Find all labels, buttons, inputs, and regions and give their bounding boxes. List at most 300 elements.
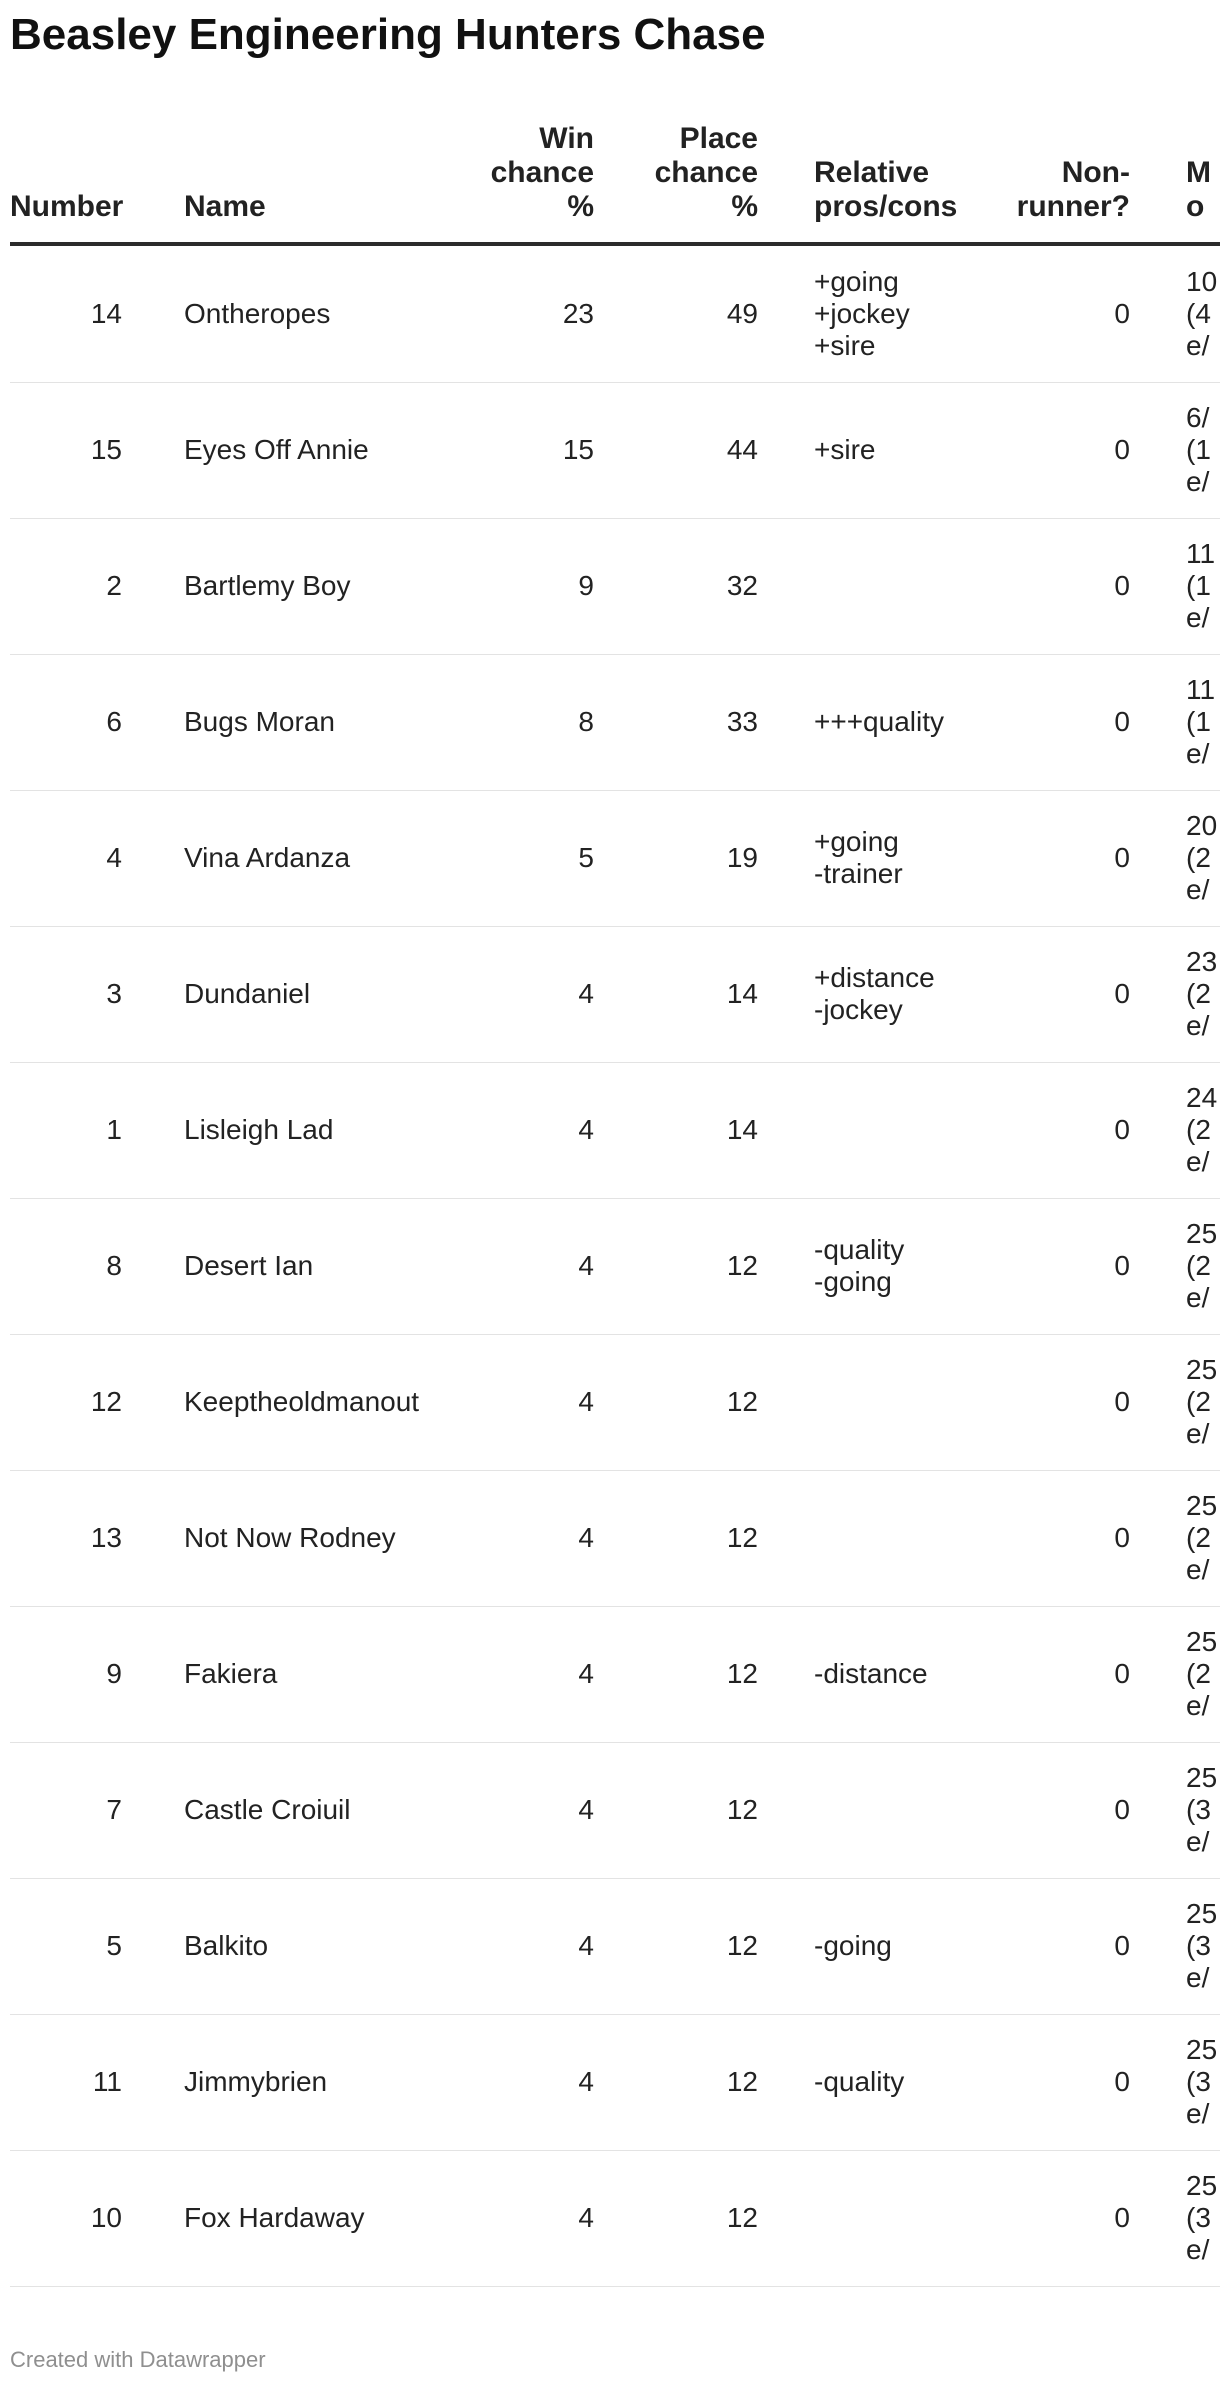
- procon-item: -jockey: [814, 994, 903, 1025]
- cell-place: [630, 2150, 758, 2286]
- cell-procon: [814, 654, 1014, 790]
- cell-procon: [814, 1062, 1014, 1198]
- table-row: [10, 2150, 1220, 2287]
- odds-item: (2: [1186, 842, 1211, 873]
- table-chart: [10, 0, 1220, 2320]
- nonrunner-value: 0: [1114, 1386, 1130, 1417]
- column-header-line: chance: [654, 156, 758, 189]
- nonrunner-value: 0: [1114, 1930, 1130, 1961]
- place-value: 19: [726, 842, 758, 873]
- table-row: [10, 518, 1220, 655]
- column-header-nonrunner: [990, 156, 1130, 224]
- cell-procon: [814, 1198, 1014, 1334]
- cell-name: [184, 382, 484, 518]
- cell-name: [184, 1334, 484, 1470]
- odds-item: (3: [1186, 2066, 1211, 2097]
- name-value: Vina Ardanza: [184, 842, 351, 873]
- name-value: Fakiera: [184, 1658, 278, 1689]
- cell-number: [10, 1062, 122, 1198]
- cell-procon: [814, 1878, 1014, 2014]
- cell-number: [10, 1606, 122, 1742]
- win-value: 9: [578, 570, 594, 601]
- odds-list: [1186, 1218, 1217, 1314]
- cell-win: [470, 654, 594, 790]
- cell-name: [184, 1878, 484, 2014]
- name-value: Lisleigh Lad: [184, 1114, 334, 1145]
- cell-nonrunner: [990, 1470, 1130, 1606]
- odds-item: e/: [1186, 1282, 1210, 1313]
- procon-list: [814, 1658, 928, 1690]
- column-header-line: %: [731, 190, 758, 223]
- procon-item: +going: [814, 266, 899, 297]
- cell-name: [184, 246, 484, 382]
- odds-item: 20: [1186, 810, 1218, 841]
- place-value: 12: [726, 1386, 758, 1417]
- odds-list: [1186, 538, 1215, 634]
- odds-item: e/: [1186, 1962, 1210, 1993]
- column-header-line: Name: [184, 190, 266, 223]
- column-header-line: Relative: [814, 156, 930, 189]
- place-value: 14: [726, 1114, 758, 1145]
- cell-odds: [1186, 382, 1220, 518]
- cell-number: [10, 926, 122, 1062]
- cell-number: [10, 518, 122, 654]
- cell-procon: [814, 1334, 1014, 1470]
- procon-item: +jockey: [814, 298, 910, 329]
- cell-number: [10, 2014, 122, 2150]
- place-value: 12: [726, 1250, 758, 1281]
- cell-win: [470, 1198, 594, 1334]
- cell-odds: [1186, 1878, 1220, 2014]
- odds-item: e/: [1186, 1418, 1210, 1449]
- odds-list: [1186, 1626, 1217, 1722]
- name-value: Ontheropes: [184, 298, 331, 329]
- win-value: 8: [578, 706, 594, 737]
- odds-item: 11: [1186, 538, 1216, 569]
- procon-item: +distance: [814, 962, 935, 993]
- odds-item: e/: [1186, 874, 1210, 905]
- cell-odds: [1186, 1198, 1220, 1334]
- win-value: 5: [578, 842, 594, 873]
- cell-odds: [1186, 926, 1220, 1062]
- place-value: 12: [726, 1930, 758, 1961]
- cell-win: [470, 382, 594, 518]
- procon-item: -trainer: [814, 858, 903, 889]
- place-value: 33: [726, 706, 758, 737]
- column-header-number: [10, 190, 122, 224]
- odds-item: e/: [1186, 1826, 1210, 1857]
- odds-item: (3: [1186, 1794, 1211, 1825]
- odds-item: (3: [1186, 1930, 1211, 1961]
- column-header-line: runner?: [1016, 190, 1130, 223]
- odds-item: e/: [1186, 1690, 1210, 1721]
- nonrunner-value: 0: [1114, 706, 1130, 737]
- nonrunner-value: 0: [1114, 1522, 1130, 1553]
- cell-number: [10, 1334, 122, 1470]
- odds-list: [1186, 1762, 1217, 1858]
- procon-item: +sire: [814, 330, 876, 361]
- column-header-line: Non-: [1061, 156, 1130, 189]
- table-row: [10, 2014, 1220, 2151]
- cell-number: [10, 654, 122, 790]
- win-value: 4: [578, 2066, 594, 2097]
- cell-nonrunner: [990, 2014, 1130, 2150]
- cell-odds: [1186, 518, 1220, 654]
- odds-item: (1: [1186, 706, 1211, 737]
- cell-odds: [1186, 1606, 1220, 1742]
- column-header-line: pros/cons: [814, 190, 958, 223]
- number-value: 14: [90, 298, 122, 329]
- cell-place: [630, 1742, 758, 1878]
- cell-number: [10, 790, 122, 926]
- win-value: 4: [578, 1114, 594, 1145]
- cell-number: [10, 2150, 122, 2286]
- place-value: 32: [726, 570, 758, 601]
- cell-nonrunner: [990, 1606, 1130, 1742]
- nonrunner-value: 0: [1114, 1250, 1130, 1281]
- odds-item: 11: [1186, 674, 1216, 705]
- column-header-line: Win: [539, 122, 594, 155]
- procon-item: +++quality: [814, 706, 944, 737]
- win-value: 15: [562, 434, 594, 465]
- cell-procon: [814, 926, 1014, 1062]
- name-value: Not Now Rodney: [184, 1522, 396, 1553]
- odds-item: (3: [1186, 2202, 1211, 2233]
- table-row: [10, 926, 1220, 1063]
- odds-item: e/: [1186, 466, 1210, 497]
- cell-procon: [814, 1742, 1014, 1878]
- odds-list: [1186, 266, 1217, 362]
- column-header-name: [184, 190, 484, 224]
- cell-odds: [1186, 246, 1220, 382]
- place-value: 12: [726, 1794, 758, 1825]
- odds-item: 6/: [1186, 402, 1210, 433]
- win-value: 4: [578, 1250, 594, 1281]
- cell-procon: [814, 382, 1014, 518]
- table-row: [10, 1062, 1220, 1199]
- table-row: [10, 1878, 1220, 2015]
- odds-list: [1186, 2170, 1217, 2266]
- odds-list: [1186, 1898, 1217, 1994]
- name-value: Fox Hardaway: [184, 2202, 365, 2233]
- cell-odds: [1186, 654, 1220, 790]
- name-value: Desert Ian: [184, 1250, 314, 1281]
- cell-odds: [1186, 790, 1220, 926]
- column-header-procon: [814, 156, 1014, 224]
- cell-procon: [814, 246, 1014, 382]
- cell-procon: [814, 2150, 1014, 2286]
- odds-list: [1186, 2034, 1217, 2130]
- procon-item: -quality: [814, 1234, 905, 1265]
- cell-name: [184, 790, 484, 926]
- nonrunner-value: 0: [1114, 1114, 1130, 1145]
- cell-nonrunner: [990, 1878, 1130, 2014]
- cell-number: [10, 246, 122, 382]
- cell-name: [184, 2014, 484, 2150]
- cell-nonrunner: [990, 382, 1130, 518]
- number-value: 2: [106, 570, 122, 601]
- odds-item: (2: [1186, 1522, 1211, 1553]
- odds-list: [1186, 1354, 1217, 1450]
- odds-item: 25: [1186, 1626, 1218, 1657]
- nonrunner-value: 0: [1114, 2066, 1130, 2097]
- cell-procon: [814, 790, 1014, 926]
- cell-nonrunner: [990, 518, 1130, 654]
- cell-name: [184, 518, 484, 654]
- odds-item: (2: [1186, 1658, 1211, 1689]
- name-value: Balkito: [184, 1930, 269, 1961]
- cell-place: [630, 2014, 758, 2150]
- cell-nonrunner: [990, 1334, 1130, 1470]
- cell-name: [184, 1470, 484, 1606]
- table-row: [10, 1198, 1220, 1335]
- footer-credit: Created with Datawrapper: [10, 2347, 266, 2372]
- cell-odds: [1186, 2150, 1220, 2286]
- odds-item: (2: [1186, 1250, 1211, 1281]
- cell-name: [184, 926, 484, 1062]
- cell-name: [184, 1742, 484, 1878]
- odds-item: e/: [1186, 330, 1210, 361]
- odds-item: 25: [1186, 2170, 1218, 2201]
- table-row: [10, 1606, 1220, 1743]
- cell-nonrunner: [990, 1198, 1130, 1334]
- nonrunner-value: 0: [1114, 1794, 1130, 1825]
- win-value: 23: [562, 298, 594, 329]
- cell-win: [470, 790, 594, 926]
- cell-procon: [814, 2014, 1014, 2150]
- cell-place: [630, 382, 758, 518]
- odds-list: [1186, 402, 1211, 498]
- cell-name: [184, 1062, 484, 1198]
- name-value: Bugs Moran: [184, 706, 335, 737]
- cell-place: [630, 1334, 758, 1470]
- cell-win: [470, 1470, 594, 1606]
- procon-item: -going: [814, 1930, 892, 1961]
- odds-item: 25: [1186, 1354, 1218, 1385]
- win-value: 4: [578, 1794, 594, 1825]
- number-value: 3: [106, 978, 122, 1009]
- cell-name: [184, 2150, 484, 2286]
- nonrunner-value: 0: [1114, 1658, 1130, 1689]
- odds-list: [1186, 1082, 1217, 1178]
- cell-procon: [814, 1470, 1014, 1606]
- odds-list: [1186, 946, 1217, 1042]
- win-value: 4: [578, 2202, 594, 2233]
- nonrunner-value: 0: [1114, 978, 1130, 1009]
- cell-place: [630, 1470, 758, 1606]
- table-row: [10, 790, 1220, 927]
- cell-number: [10, 1742, 122, 1878]
- cell-place: [630, 1878, 758, 2014]
- nonrunner-value: 0: [1114, 2202, 1130, 2233]
- cell-place: [630, 926, 758, 1062]
- procon-item: -quality: [814, 2066, 905, 2097]
- table-row: [10, 382, 1220, 519]
- cell-nonrunner: [990, 2150, 1130, 2286]
- procon-list: [814, 1234, 904, 1298]
- nonrunner-value: 0: [1114, 842, 1130, 873]
- cell-win: [470, 1062, 594, 1198]
- cell-win: [470, 246, 594, 382]
- cell-win: [470, 1742, 594, 1878]
- cell-win: [470, 1334, 594, 1470]
- number-value: 1: [106, 1114, 122, 1145]
- cell-odds: [1186, 1334, 1220, 1470]
- cell-win: [470, 2150, 594, 2286]
- procon-list: [814, 962, 935, 1026]
- cell-nonrunner: [990, 246, 1130, 382]
- column-header-line: Place: [679, 122, 758, 155]
- number-value: 7: [106, 1794, 122, 1825]
- cell-odds: [1186, 2014, 1220, 2150]
- cell-place: [630, 1062, 758, 1198]
- name-value: Dundaniel: [184, 978, 311, 1009]
- odds-item: e/: [1186, 1554, 1210, 1585]
- odds-item: 25: [1186, 1898, 1218, 1929]
- column-header-odds: [1186, 156, 1220, 224]
- odds-item: 25: [1186, 1218, 1218, 1249]
- cell-win: [470, 1606, 594, 1742]
- place-value: 49: [726, 298, 758, 329]
- odds-item: 25: [1186, 2034, 1218, 2065]
- name-value: Bartlemy Boy: [184, 570, 351, 601]
- procon-item: -going: [814, 1266, 892, 1297]
- odds-item: e/: [1186, 2234, 1210, 2265]
- odds-item: (4: [1186, 298, 1211, 329]
- nonrunner-value: 0: [1114, 298, 1130, 329]
- win-value: 4: [578, 1522, 594, 1553]
- number-value: 12: [90, 1386, 122, 1417]
- table-row: [10, 1334, 1220, 1471]
- number-value: 8: [106, 1250, 122, 1281]
- column-header-win: [470, 122, 594, 224]
- table-row: [10, 1742, 1220, 1879]
- place-value: 14: [726, 978, 758, 1009]
- cell-win: [470, 926, 594, 1062]
- odds-item: 23: [1186, 946, 1218, 977]
- win-value: 4: [578, 1930, 594, 1961]
- number-value: 5: [106, 1930, 122, 1961]
- cell-win: [470, 2014, 594, 2150]
- cell-name: [184, 654, 484, 790]
- number-value: 6: [106, 706, 122, 737]
- win-value: 4: [578, 978, 594, 1009]
- win-value: 4: [578, 1386, 594, 1417]
- place-value: 12: [726, 2202, 758, 2233]
- cell-place: [630, 518, 758, 654]
- procon-list: [814, 434, 875, 466]
- odds-item: (1: [1186, 434, 1211, 465]
- cell-name: [184, 1198, 484, 1334]
- cell-place: [630, 790, 758, 926]
- odds-item: e/: [1186, 602, 1210, 633]
- odds-item: (2: [1186, 978, 1211, 1009]
- cell-number: [10, 1878, 122, 2014]
- odds-list: [1186, 674, 1215, 770]
- nonrunner-value: 0: [1114, 570, 1130, 601]
- odds-item: (2: [1186, 1386, 1211, 1417]
- cell-nonrunner: [990, 790, 1130, 926]
- column-header-line: Number: [10, 190, 124, 223]
- cell-nonrunner: [990, 654, 1130, 790]
- cell-name: [184, 1606, 484, 1742]
- odds-item: 25: [1186, 1762, 1218, 1793]
- cell-place: [630, 1198, 758, 1334]
- cell-nonrunner: [990, 1742, 1130, 1878]
- cell-nonrunner: [990, 1062, 1130, 1198]
- procon-item: +sire: [814, 434, 876, 465]
- odds-item: e/: [1186, 2098, 1210, 2129]
- cell-number: [10, 1470, 122, 1606]
- win-value: 4: [578, 1658, 594, 1689]
- cell-number: [10, 382, 122, 518]
- cell-place: [630, 1606, 758, 1742]
- number-value: 15: [90, 434, 122, 465]
- cell-win: [470, 1878, 594, 2014]
- cell-odds: [1186, 1062, 1220, 1198]
- procon-list: [814, 706, 944, 738]
- cell-nonrunner: [990, 926, 1130, 1062]
- number-value: 11: [92, 2066, 122, 2097]
- cell-number: [10, 1198, 122, 1334]
- odds-item: (1: [1186, 570, 1211, 601]
- place-value: 44: [726, 434, 758, 465]
- odds-list: [1186, 810, 1217, 906]
- column-header-line: chance: [490, 156, 594, 189]
- table-row: [10, 654, 1220, 791]
- column-header-line: %: [567, 190, 594, 223]
- table-header: [10, 114, 1220, 246]
- place-value: 12: [726, 1522, 758, 1553]
- chart-title: Beasley Engineering Hunters Chase: [10, 10, 766, 59]
- column-header-place: [630, 122, 758, 224]
- nonrunner-value: 0: [1114, 434, 1130, 465]
- procon-list: [814, 2066, 904, 2098]
- cell-procon: [814, 518, 1014, 654]
- odds-item: (2: [1186, 1114, 1211, 1145]
- odds-list: [1186, 1490, 1217, 1586]
- number-value: 9: [106, 1658, 122, 1689]
- procon-list: [814, 826, 903, 890]
- cell-procon: [814, 1606, 1014, 1742]
- number-value: 10: [90, 2202, 122, 2233]
- procon-list: [814, 266, 910, 362]
- odds-item: 25: [1186, 1490, 1218, 1521]
- odds-item: e/: [1186, 738, 1210, 769]
- name-value: Jimmybrien: [184, 2066, 328, 2097]
- cell-odds: [1186, 1470, 1220, 1606]
- cell-odds: [1186, 1742, 1220, 1878]
- name-value: Castle Croiuil: [184, 1794, 351, 1825]
- table-row: [10, 246, 1220, 383]
- cell-place: [630, 654, 758, 790]
- name-value: Eyes Off Annie: [184, 434, 369, 465]
- table-row: [10, 1470, 1220, 1607]
- odds-item: 24: [1186, 1082, 1218, 1113]
- odds-item: 10: [1186, 266, 1218, 297]
- cell-win: [470, 518, 594, 654]
- number-value: 4: [106, 842, 122, 873]
- place-value: 12: [726, 1658, 758, 1689]
- procon-list: [814, 1930, 892, 1962]
- procon-item: -distance: [814, 1658, 928, 1689]
- odds-item: e/: [1186, 1010, 1210, 1041]
- column-header-line: M: [1186, 156, 1211, 189]
- column-header-line: o: [1186, 190, 1205, 223]
- odds-item: e/: [1186, 1146, 1210, 1177]
- procon-item: +going: [814, 826, 899, 857]
- number-value: 13: [90, 1522, 122, 1553]
